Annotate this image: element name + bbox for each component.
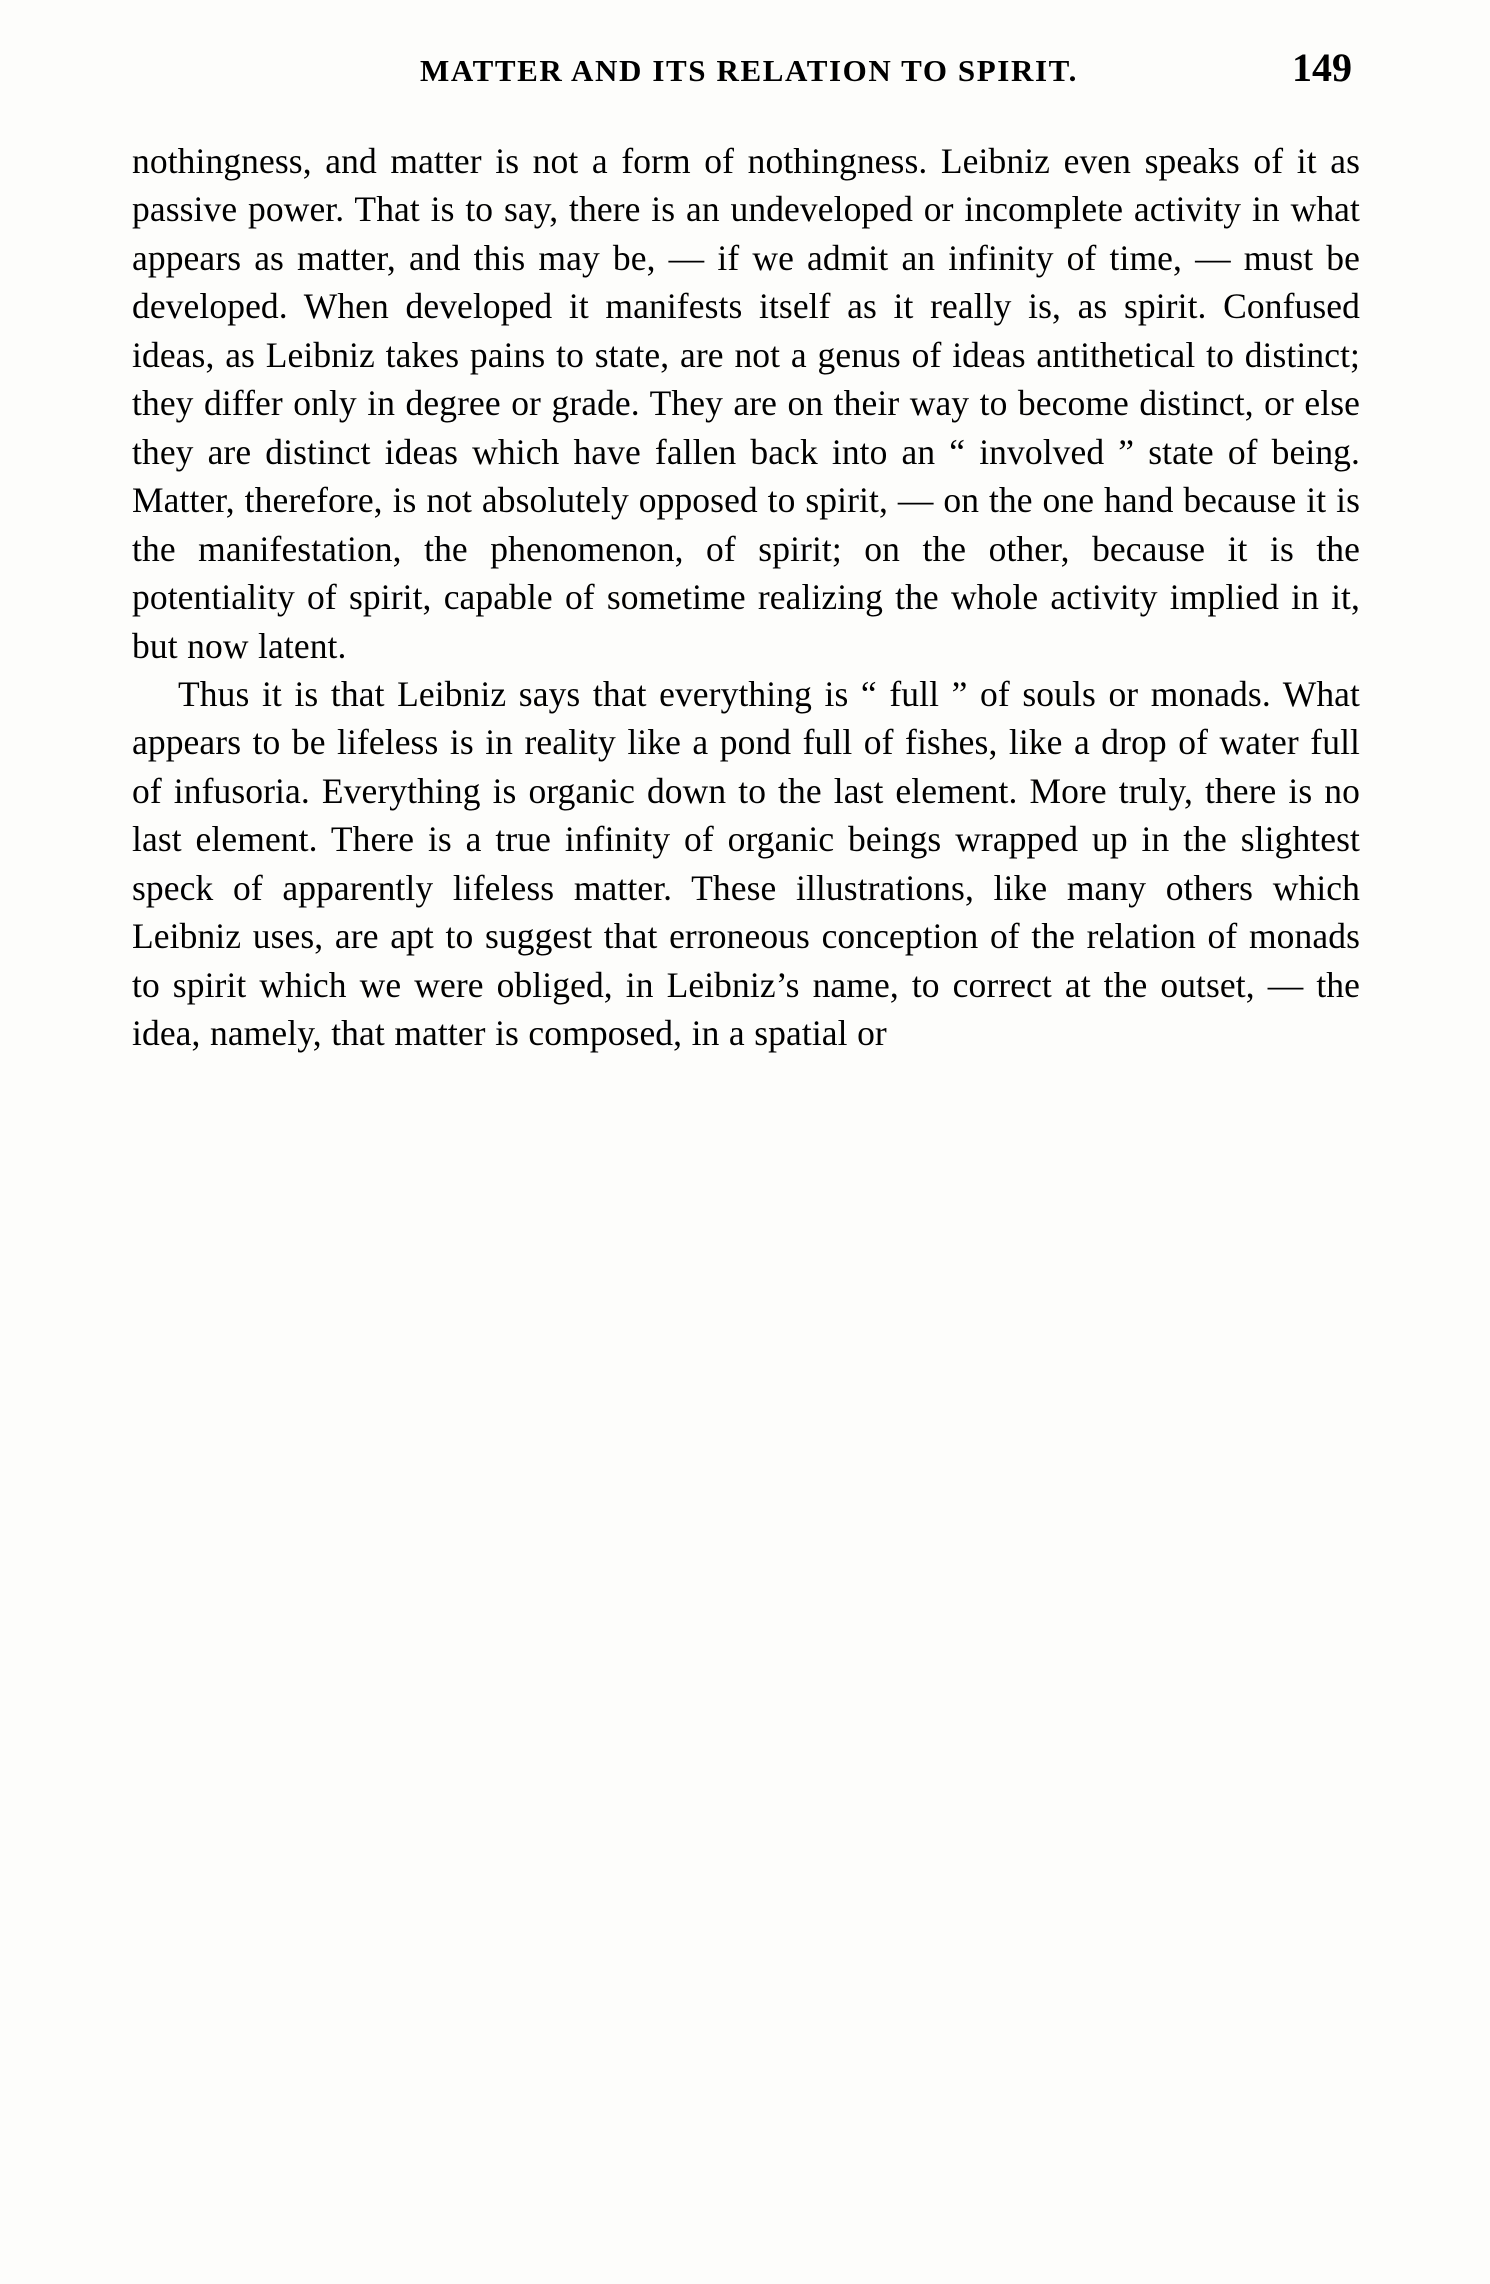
page-number: 149 [1292, 45, 1352, 90]
body-paragraph: Thus it is that Leibniz says that everything is “ full ” of souls or monads. What appears to be lifeless is in reality like a pond full of fishes, like a drop of water full of infusoria. Everything is organic down to the last element. More truly, there is no last element. There is a true infinity of organic beings wrapped up in the slightest speck of apparently lifeless matter. These illustrations, like many others which Leibniz uses, are apt to suggest that erroneous conception of the relation of monads to spirit which we were obliged, in Leibniz’s name, to correct at the outset, — the idea, namely, that matter is composed, in a spatial or [132, 673, 1360, 1054]
running-head [132, 44, 1360, 91]
page-content [132, 44, 1360, 1058]
running-head-title: MATTER AND ITS RELATION TO SPIRIT. [420, 53, 1078, 88]
body-paragraph: nothingness, and matter is not a form of nothingness. Leibniz even speaks of it as passive power. That is to say, there is an undeveloped or incomplete activity in what appears as matter, and this may be, — if we admit an infinity of time, — must be developed. When developed it manifests itself as it really is, as spirit. Confused ideas, as Leibniz takes pains to state, are not a genus of ideas antithetical to distinct; they differ only in degree or grade. They are on their way to become distinct, or else they are distinct ideas which have fallen back into an “ involved ” state of being. Matter, therefore, is not absolutely opposed to spirit, — on the one hand because it is the manifestation, the phenomenon, of spirit; on the other, because it is the potentiality of spirit, capable of sometime realizing the whole activity implied in it, but now latent. [132, 141, 1360, 666]
